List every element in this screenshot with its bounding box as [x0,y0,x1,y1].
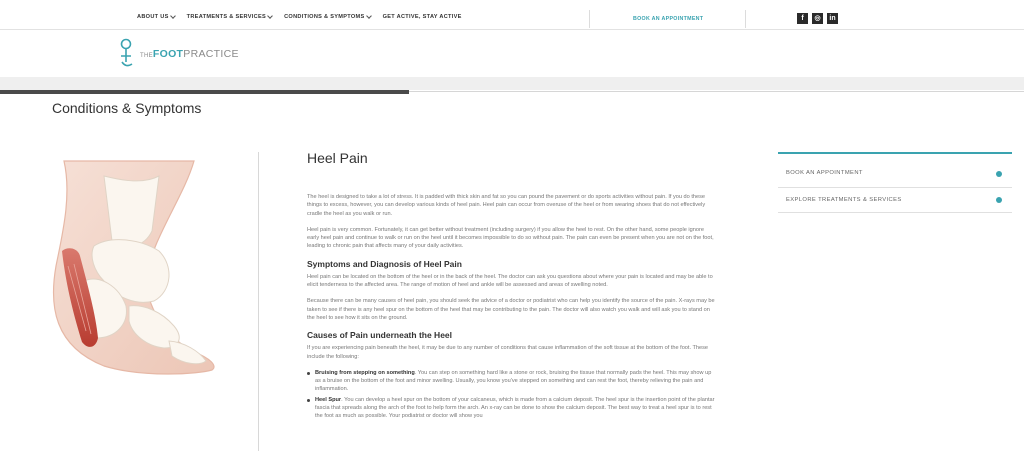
article [307,150,717,423]
nav-get-active[interactable] [383,14,462,20]
book-appointment-link[interactable]: BOOK AN APPOINTMENT [633,16,704,22]
nav-item-label: ABOUT US [137,14,169,20]
linkedin-icon[interactable]: in [827,13,838,24]
site-logo[interactable] [118,38,239,70]
chevron-down-icon [267,13,273,19]
nav-item-label: TREATMENTS & SERVICES [186,14,267,20]
nav-item-label: GET ACTIVE, STAY ACTIVE [382,14,462,20]
nav-divider [589,10,590,28]
article-paragraph: If you are experiencing pain beneath the heel, it may be due to any number of conditions that cause inflammation of the soft tissue at the bottom of the foot. These include the following: [307,345,709,360]
social-links [797,13,838,24]
page-title: Conditions & Symptoms [52,100,202,116]
chevron-down-icon [366,13,372,19]
instagram-icon[interactable]: ◎ [812,13,823,24]
sidebar [778,152,1012,213]
top-nav-bar [0,0,1024,30]
section-heading: Causes of Pain underneath the Heel [307,330,453,341]
article-paragraph: Because there can be many causes of heel pain, you should seek the advice of a doctor or podiatrist who can help you identify the source of the pain. X-rays may be taken to see if there is any heel spur on the bottom of the heel that may be contributing to the pain. The doctor will also watch you walk and will ask you to stand on the heel to see how it sits on the ground. [307,298,715,321]
nav-item-label: CONDITIONS & SYMPTOMS [284,14,365,20]
sidebar-item-explore-treatments[interactable] [778,188,1012,213]
article-title: Heel Pain [307,150,368,166]
cause-text: . You can step on something hard like a stone or rock, bruising the tissue that normally pads the heel. This may show up as a bruise on the bottom of the foot and minor swelling. Usually, you know you've stepped on something and can rest the foot, thereby relieving the pain and inflammation. [315,369,712,393]
cause-term: Bruising from stepping on something [315,369,415,376]
article-paragraph: The heel is designed to take a lot of stress. It is padded with thick skin and fat so you can pound the pavement or do sports activities without pain. If you do these things to excess, however, you can develop various kinds of heel pain. Heel pain can occur from overuse of the heel or from wearing shoes that do not effectively cradle the heel as you walk or run. [307,194,706,217]
causes-list [307,369,717,421]
foot-logo-icon [118,38,136,70]
nav-about-us[interactable] [137,14,175,20]
sidebar-item-book-appointment[interactable] [778,154,1012,188]
facebook-icon[interactable]: f [797,13,808,24]
cause-term: Heel Spur [315,396,342,403]
nav-treatments-services[interactable] [187,14,272,20]
section-heading: Symptoms and Diagnosis of Heel Pain [307,258,462,269]
title-accent-bar [0,90,409,94]
logo-suffix: PRACTICE [183,48,239,60]
nav-divider [745,10,746,28]
sidebar-item-label: EXPLORE TREATMENTS & SERVICES [786,197,902,203]
nav-conditions-symptoms[interactable] [284,14,370,20]
main-nav [137,14,462,20]
article-paragraph: Heel pain can be located on the bottom of the heel or in the back of the heel. The doctor can ask you questions about where your pain is located and may be able to elicit tenderness to the affected area. The range of motion of heel and ankle will be assessed and areas of swelling noted. [307,273,713,289]
header-gray-band [0,77,1024,90]
logo-bold: FOOT [152,48,184,60]
list-item [307,396,717,421]
chevron-down-icon [170,13,176,19]
heel-anatomy-illustration [34,156,224,381]
content-divider [258,152,259,451]
logo-prefix: THE [140,53,153,59]
list-item [307,369,717,394]
article-paragraph: Heel pain is very common. Fortunately, it can get better without treatment (including surgery) if you allow the heel to rest. On the other hand, some people ignore early heel pain and continue to walk or run on the heel until it becomes impossible to do so without pain. The pain can even be present when you are not on the foot, leading to chronic pain that affects many of your daily activities. [307,226,714,250]
cause-text: . You can develop a heel spur on the bottom of your calcaneus, which is made from a calcium deposit. The heel spur is the insertion point of the plantar fascia that spreads along the arch of the foot to help form the arch. An x-ray can be done to show the calcium deposit. The best way to treat a heel spur is to rest the foot as much as possible. Your podiatrist or doctor will show you [315,396,715,420]
title-rule [409,91,1024,92]
bullet-icon [996,197,1002,203]
logo-wordmark [140,48,239,60]
bullet-icon [996,171,1002,177]
sidebar-item-label: BOOK AN APPOINTMENT [786,170,863,176]
